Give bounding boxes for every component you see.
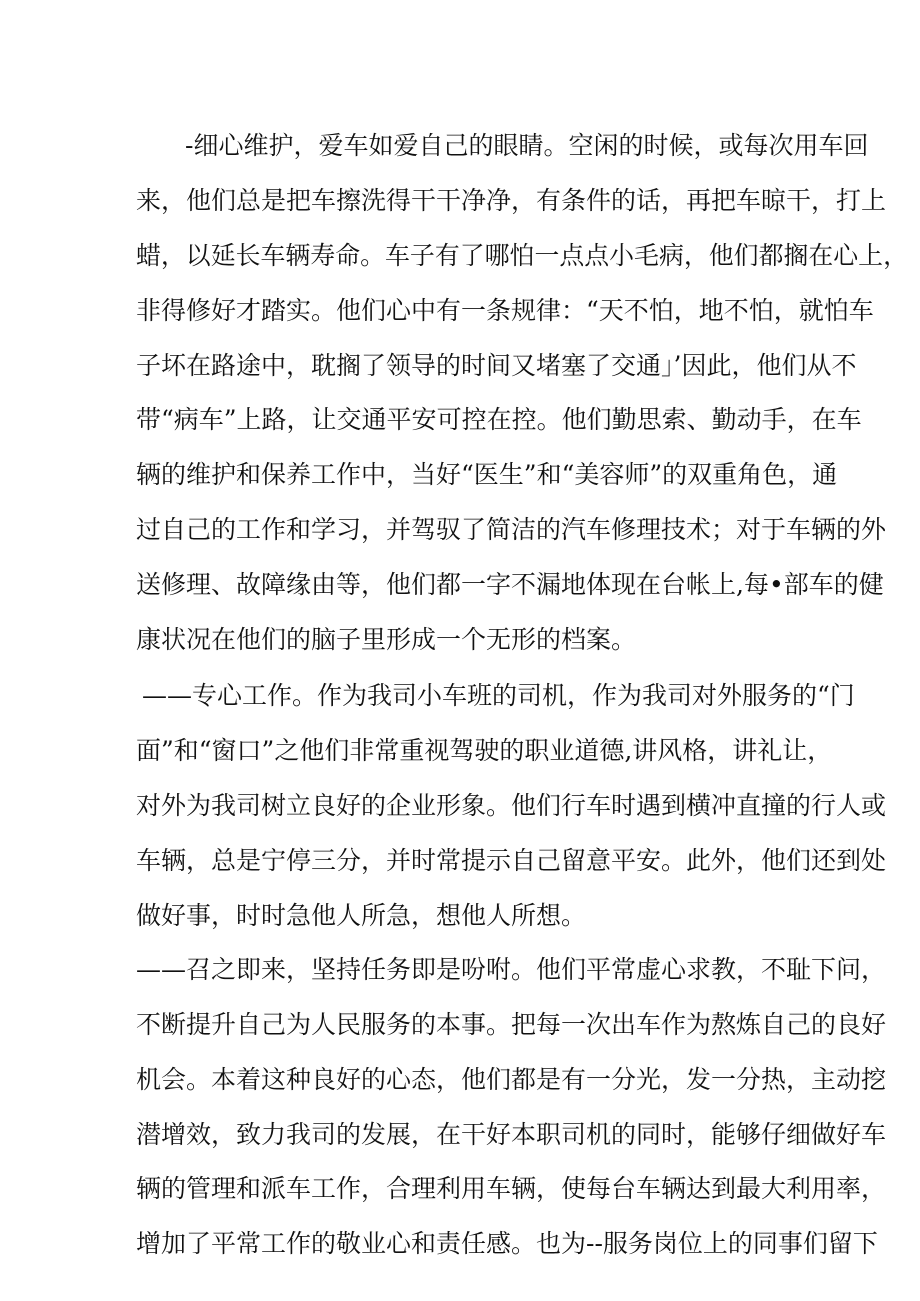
text-line: 非得修好才踏实。他们心中有一条规律：“天不怕，地不怕，就怕车 — [136, 296, 874, 325]
text-line: 增加了平常工作的敬业心和责任感。也为--服务岗位上的同事们留下 — [136, 1229, 878, 1258]
text-line: 潜增效，致力我司的发展，在干好本职司机的同时，能够仔细做好车 — [136, 1120, 887, 1149]
text-line: 来，他们总是把车擦洗得干干净净，有条件的话，再把车晾干，打上 — [136, 186, 887, 215]
text-line: 康状况在他们的脑子里形成一个无形的档案。 — [136, 625, 637, 654]
text-line: 机会。本着这种良好的心态，他们都是有一分光，发一分热，主动挖 — [136, 1065, 887, 1094]
text-line: 过自己的工作和学习，并驾驭了简洁的汽车修理技术；对于车辆的外 — [136, 515, 887, 544]
text-line: 面”和“窗口”之他们非常重视驾驶的职业道德,讲风格，讲礼让， — [136, 736, 833, 765]
text-line: 辆的管理和派车工作，合理利用车辆，使每台车辆达到最大利用率， — [136, 1174, 887, 1203]
text-line: 带“病车”上路，让交通平安可控在控。他们勤思索、勤动手，在车 — [136, 405, 862, 434]
text-line: -细心维护，爱车如爱自己的眼睛。空闲的时候，或每次用车回 — [185, 131, 869, 160]
text-line: 子坏在路途中，耽搁了领导的时间又堵塞了交通」’因此，他们从不 — [136, 351, 857, 380]
text-line: 送修理、故障缘由等，他们都一字不漏地体现在台帐上,每•部车的健 — [136, 570, 884, 599]
text-line: 做好事，时时急他人所急，想他人所想。 — [136, 901, 587, 930]
text-line: 对外为我司树立良好的企业形象。他们行车时遇到横冲直撞的行人或 — [136, 791, 887, 820]
text-line: 车辆，总是宁停三分，并时常提示自己留意平安。此外，他们还到处 — [136, 846, 887, 875]
text-line: 辆的维护和保养工作中，当好“医生”和“美容师”的双重角色，通 — [136, 460, 838, 489]
text-line: 不断提升自己为人民服务的本事。把每一次出车作为熬炼自己的良好 — [136, 1010, 887, 1039]
text-line: ——召之即来，坚持任务即是吩咐。他们平常虚心求教，不耻下问， — [136, 955, 887, 984]
text-line: 蜡，以延长车辆寿命。车子有了哪怕一点点小毛病，他们都搁在心上， — [136, 241, 908, 270]
text-line: ——专心工作。作为我司小车班的司机，作为我司对外服务的“门 — [142, 681, 855, 710]
